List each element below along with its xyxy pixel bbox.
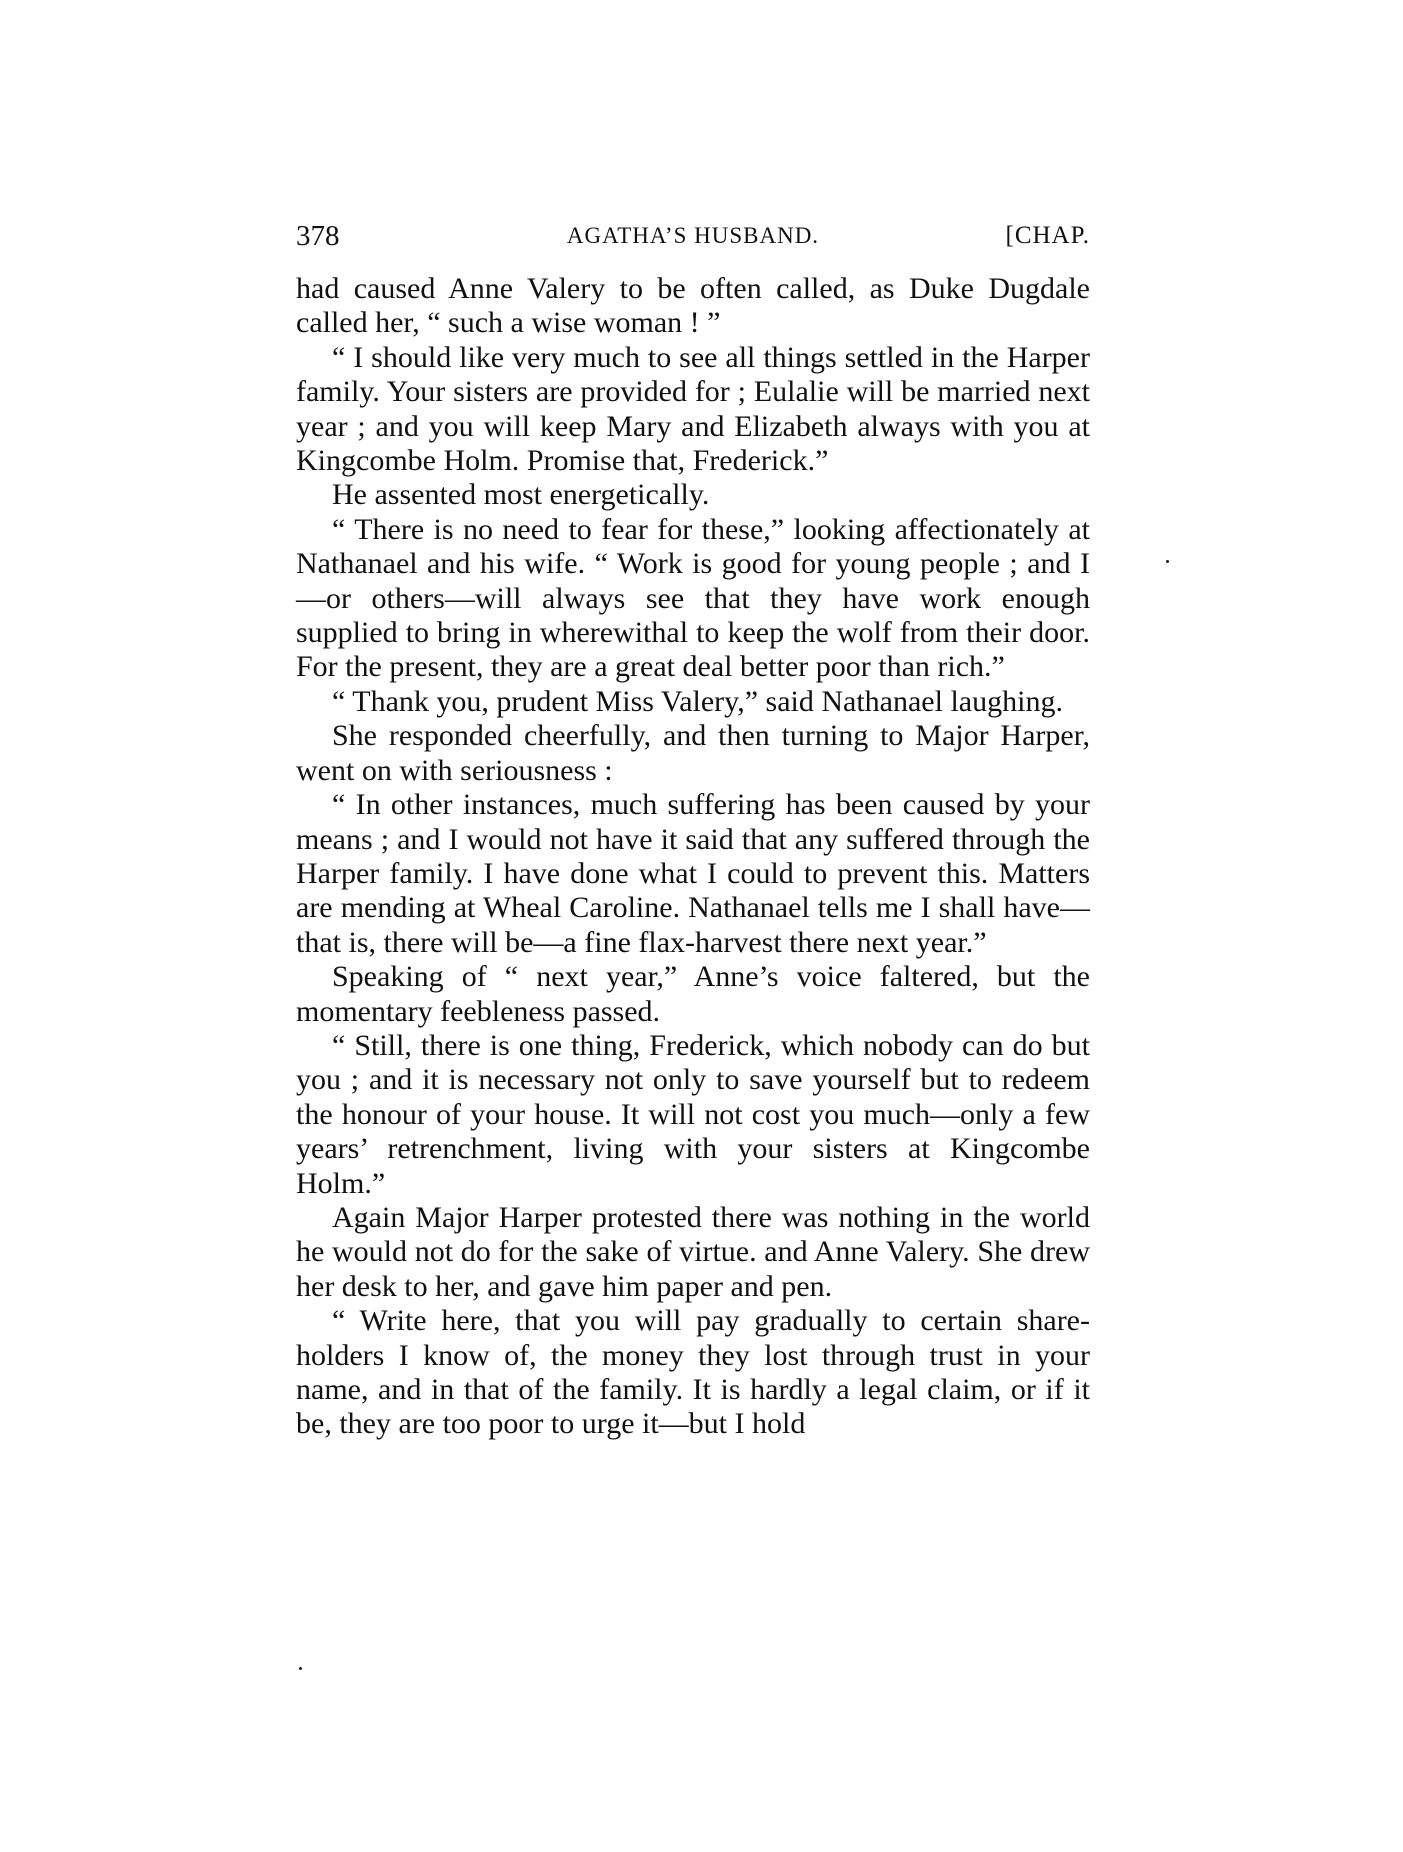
paragraph-5: “ Thank you, prudent Miss Valery,” said Nathanael laughing.	[332, 684, 1063, 718]
paragraph-4: “ There is no need to fear for these,” looking affectionately at Nathanael and his wife. “ Work is good for young people ; and I—or others—will always see that they have work enough supplied to bring in wherewithal to keep the wolf from their door. For the present, they are a great deal better poor than rich.”	[296, 512, 1090, 684]
paragraph-9: “ Still, there is one thing, Frederick, which nobody can do but you ; and it is necessary not only to save yourself but to redeem the honour of your house. It will not cost you much—only a few years’ retrenchment, living with your sisters at Kingcombe Holm.”	[296, 1028, 1090, 1200]
stray-mark-bottom	[299, 1667, 302, 1670]
running-title: AGATHA’S HUSBAND.	[566, 223, 820, 248]
paragraph-1: had caused Anne Valery to be often called, as Duke Dugdale called her, “ such a wise woman ! ”	[296, 272, 1090, 340]
paragraph-11: “ Write here, that you will pay gradually to certain shareholders I know of, the money they lost through trust in your name, and in that of the family. It is hardly a legal claim, or if it be, they are too poor to urge it—but I hold	[296, 1304, 1090, 1441]
stray-mark-right	[1166, 560, 1169, 563]
paragraph-8: Speaking of “ next year,” Anne’s voice faltered, but the momentary feebleness passed.	[296, 960, 1090, 1028]
page-number: 378	[296, 220, 340, 252]
book-page	[296, 214, 1090, 1442]
paragraph-2: “ I should like very much to see all things settled in the Harper family. Your sisters are provided for ; Eulalie will be married next year ; and you will keep Mary and Elizabeth always with you at Kingcombe Holm. Promise that, Frederick.”	[296, 340, 1090, 478]
paragraph-3: He assented most energetically.	[332, 478, 710, 512]
chapter-label: [CHAP.	[1005, 222, 1090, 249]
running-head	[296, 214, 1090, 258]
paragraph-10: Again Major Harper protested there was nothing in the world he would not do for the sake of virtue. and Anne Valery. She drew her desk to her, and gave him paper and pen.	[296, 1200, 1090, 1303]
body-text	[296, 272, 1090, 1442]
paragraph-7: “ In other instances, much suffering has been caused by your means ; and I would not have it said that any suffered through the Harper family. I have done what I could to prevent this. Matters are mending at Wheal Caroline. Nathanael tells me I shall have—that is, there will be—a fine flax-harvest there next year.”	[296, 788, 1090, 959]
paragraph-6: She responded cheerfully, and then turning to Major Harper, went on with seriousness :	[296, 719, 1090, 787]
